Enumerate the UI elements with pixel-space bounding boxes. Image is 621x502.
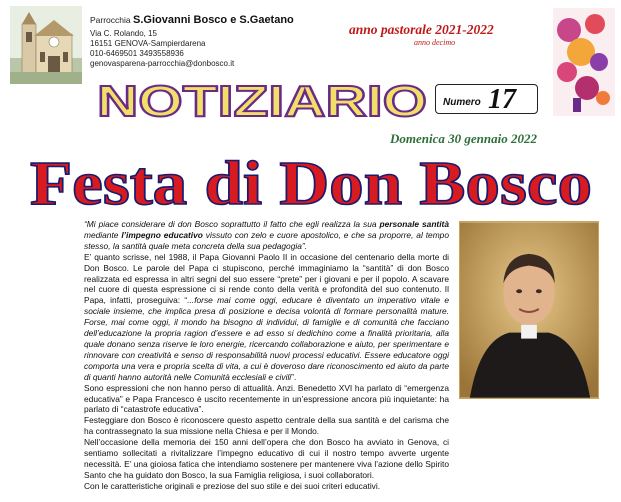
parish-email[interactable]: genovasparena-parrocchia@donbosco.it	[90, 58, 235, 68]
issue-date: Domenica 30 gennaio 2022	[390, 131, 537, 146]
article-paragraph: Con le caratteristiche originali e preziose del suo stile e dei suoi criteri educativi.	[84, 480, 381, 491]
issue-number-label: Numero	[443, 97, 481, 108]
church-logo	[10, 6, 82, 84]
pastoral-year: anno pastorale 2021-2022	[349, 22, 494, 37]
pastoral-year-subtitle: anno decimo	[414, 38, 456, 47]
masthead-title	[95, 78, 430, 122]
headline-text: Festa di Don Bosco	[30, 150, 592, 218]
article-paragraph: Nell’occasione della memoria dei 150 anni dell’opera che don Bosco ha avviato in Genova, ci sentiamo sollecitati a rivitalizzare l’impegno educativo di cui il nostro tempo avverte urgente necessità. E’ una gioiosa fatica che intendiamo sostenere per mantenere viva l’azione dello Spirito Santo che ha guidato don Bosco, la sua Famiglia religiosa, i suoi collaboratori.	[84, 437, 449, 480]
parish-info	[90, 14, 294, 69]
article-paragraph: E’ quanto scrisse, nel 1988, il Papa Giovanni Paolo II in occasione del centenario della morte di Don Bosco. Le parole del Papa ci stupiscono, perché immaginiamo la “santità” di don Bosco realizzata ed espressa in altri segni del suo essere “prete” per i giovani e per il popolo. A scavare nel cuore di questa espressione ci si rende conto della verità e profondità del suo contenuto. Il Papa, infatti, proseguiva: “...forse mai come oggi, educare è diventato un imperativo vitale e sociale insieme, che implica presa di posizione e decisa volontà di formare personalità mature. Forse, mai come oggi, il mondo ha bisogno di individui, di famiglie e di comunità che facciano dell’educazione la propria ragion d’essere e ad esso si dedichino come a finalità prioritaria, alla quale donano senza riserve le loro energie, ricercando collaborazione e aiuto, per sperimentare e rinnovare con creatività e senso di responsabilità nuovi processi educativi. Essere educatore oggi comporta una vera e propria scelta di vita, a cui è doveroso dare riconoscimento ed aiuto da parte di quanti hanno autorità nelle Comunità ecclesiali e civili”.	[84, 251, 449, 382]
article-body	[84, 219, 449, 492]
parish-prefix: Parrocchia	[90, 15, 131, 25]
issue-number-value: 17	[488, 84, 516, 115]
article-paragraph: “Mi piace considerare di don Bosco soprattutto il fatto che egli realizza la sua personale santità mediante l’impegno educativo vissuto con zelo e cuore apostolico, e che sa proporre, al tempo stesso, la santità quale meta concreta della sua pedagogia”.	[84, 219, 449, 251]
article-paragraph: Festeggiare don Bosco è riconoscere questo aspetto centrale della sua santità e del carisma che ha contrassegnato la sua missione nella Chiesa e per il Mondo.	[84, 415, 449, 437]
parish-phones: 010-6469501 3493558936	[90, 48, 184, 58]
issue-number-box	[435, 84, 538, 114]
anniversary-logo	[551, 2, 617, 120]
parish-address: Via C. Rolando, 15	[90, 28, 158, 38]
parish-name: S.Giovanni Bosco e S.Gaetano	[133, 14, 294, 26]
don-bosco-portrait	[459, 221, 599, 399]
article-paragraph: Sono espressioni che non hanno perso di attualità. Anzi. Benedetto XVI ha parlato di “emergenza educativa” e Papa Francesco è uscito recentemente in un’espressione ancora più inquietante: ha parlato di “catastrofe educativa”.	[84, 382, 449, 415]
masthead-text: NOTIZIARIO	[97, 78, 427, 122]
parish-city: 16151 GENOVA-Sampierdarena	[90, 38, 206, 48]
headline	[26, 148, 596, 218]
